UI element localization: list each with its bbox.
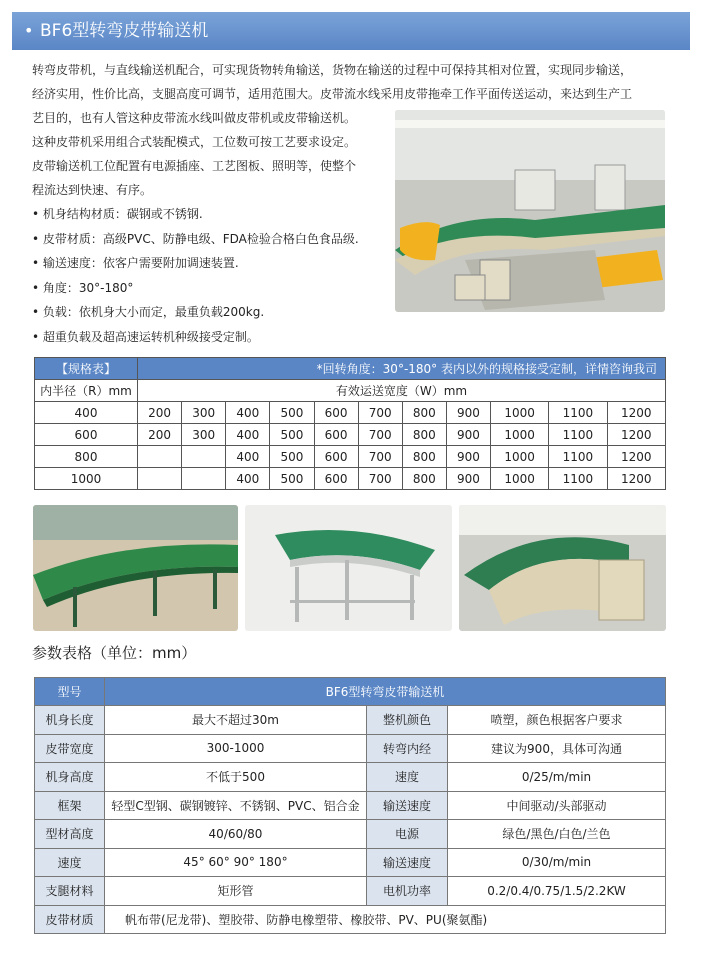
spec-cell: 800: [402, 446, 446, 468]
intro-line: 这种皮带机采用组合式装配模式，工位数可按工艺要求设定。: [32, 135, 357, 149]
spec-cell: 1100: [549, 402, 607, 424]
params-title: 参数表格（单位：mm）: [32, 644, 197, 662]
spec-cell: 1000: [491, 446, 549, 468]
spec-cell: 700: [358, 402, 402, 424]
spec-cell: 400: [226, 402, 270, 424]
param-value: 300-1000: [105, 734, 367, 763]
params-row: [35, 905, 666, 934]
param-key: 机身高度: [35, 763, 105, 792]
feature-item: • 输送速度：依客户需要附加调速装置.: [32, 251, 359, 276]
param-value: 轻型C型钢、碳钢镀锌、不锈钢、PVC、铝合金: [105, 791, 367, 820]
intro-line: 转弯皮带机，与直线输送机配合，可实现货物转角输送，货物在输送的过程中可保持其相对位置，实现同步输送，: [32, 63, 633, 77]
spec-table: [34, 357, 666, 490]
param-key: 支腿材料: [35, 877, 105, 906]
params-row: [35, 706, 666, 735]
spec-cell: 500: [270, 468, 314, 490]
spec-cell: 800: [402, 402, 446, 424]
param-value: 45° 60° 90° 180°: [105, 848, 367, 877]
params-row: [35, 877, 666, 906]
spec-cell: [138, 468, 182, 490]
spec-cell: 600: [314, 424, 358, 446]
spec-cell: 400: [226, 468, 270, 490]
param-value: 不低于500: [105, 763, 367, 792]
spec-radius: 800: [35, 446, 138, 468]
param-key: 输送速度: [367, 791, 448, 820]
section-header: [12, 12, 690, 50]
spec-cell: 200: [138, 424, 182, 446]
params-row: [35, 848, 666, 877]
param-key: 输送速度: [367, 848, 448, 877]
spec-cell: 300: [182, 424, 226, 446]
spec-cell: 1100: [549, 446, 607, 468]
param-value: 矩形管: [105, 877, 367, 906]
spec-cell: 1200: [607, 402, 666, 424]
width-header: 有效运送宽度（W）mm: [138, 380, 666, 402]
spec-row: [35, 446, 666, 468]
spec-cell: 900: [446, 424, 490, 446]
param-key: 皮带材质: [35, 905, 105, 934]
param-key: 电机功率: [367, 877, 448, 906]
spec-cell: 1200: [607, 446, 666, 468]
spec-cell: 700: [358, 424, 402, 446]
spec-cell: 800: [402, 424, 446, 446]
param-value: 0.2/0.4/0.75/1.5/2.2KW: [448, 877, 666, 906]
param-key: 速度: [367, 763, 448, 792]
curved-conveyor-photo-1: [33, 505, 238, 631]
header-bullet: •: [24, 21, 34, 40]
param-value: 0/25/m/min: [448, 763, 666, 792]
spec-cell: 600: [314, 468, 358, 490]
spec-radius: 400: [35, 402, 138, 424]
param-key: 机身长度: [35, 706, 105, 735]
curved-conveyor-photo-2: [245, 505, 452, 631]
spec-cell: 900: [446, 468, 490, 490]
spec-row: [35, 468, 666, 490]
param-key: 框架: [35, 791, 105, 820]
spec-cell: 600: [314, 402, 358, 424]
spec-radius: 600: [35, 424, 138, 446]
intro-line: 皮带输送机工位配置有电源插座、工艺图板、照明等，使整个: [32, 159, 357, 173]
param-key: 电源: [367, 820, 448, 849]
spec-cell: [182, 468, 226, 490]
spec-cell: 500: [270, 424, 314, 446]
param-value: 绿色/黑色/白色/兰色: [448, 820, 666, 849]
radius-header: 内半径（R）mm: [35, 380, 138, 402]
spec-cell: 700: [358, 446, 402, 468]
spec-radius: 1000: [35, 468, 138, 490]
feature-list: [32, 202, 359, 350]
feature-item: • 超重负载及超高速运转机种级接受定制。: [32, 325, 359, 350]
feature-item: • 机身结构材质：碳钢或不锈钢.: [32, 202, 359, 227]
spec-cell: [138, 446, 182, 468]
param-key: 速度: [35, 848, 105, 877]
param-key: 整机颜色: [367, 706, 448, 735]
spec-cell: 600: [314, 446, 358, 468]
header-title: BF6型转弯皮带输送机: [40, 21, 209, 41]
param-value: 帆布带(尼龙带)、塑胶带、防静电橡塑带、橡胶带、PV、PU(聚氨酯): [105, 905, 666, 934]
curved-conveyor-photo-3: [459, 505, 666, 631]
param-value: 建议为900，具体可沟通: [448, 734, 666, 763]
param-key: 转弯内经: [367, 734, 448, 763]
param-key: 型材高度: [35, 820, 105, 849]
param-value: 最大不超过30m: [105, 706, 367, 735]
model-value: BF6型转弯皮带输送机: [105, 678, 666, 706]
param-value: 喷塑，颜色根据客户要求: [448, 706, 666, 735]
spec-cell: 1000: [491, 402, 549, 424]
spec-cell: 900: [446, 446, 490, 468]
spec-cell: 400: [226, 446, 270, 468]
params-row: [35, 734, 666, 763]
spec-cell: 1000: [491, 468, 549, 490]
feature-item: • 皮带材质：高级PVC、防静电级、FDA检验合格白色食品级.: [32, 227, 359, 252]
factory-line-photo: [395, 110, 665, 312]
intro-line: 经济实用，性价比高，支腿高度可调节，适用范围大。皮带流水线采用皮带拖牵工作平面传送运动，来达到生产工: [32, 87, 633, 101]
spec-cell: 1100: [549, 424, 607, 446]
spec-cell: 1200: [607, 424, 666, 446]
spec-row: [35, 424, 666, 446]
spec-cell: 1200: [607, 468, 666, 490]
spec-cell: 300: [182, 402, 226, 424]
spec-cell: 500: [270, 446, 314, 468]
spec-note: *回转角度：30°-180° 表内以外的规格接受定制，详情咨询我司: [138, 358, 666, 380]
spec-cell: 800: [402, 468, 446, 490]
spec-cell: 400: [226, 424, 270, 446]
param-value: 0/30/m/min: [448, 848, 666, 877]
spec-cell: [182, 446, 226, 468]
spec-cell: 1000: [491, 424, 549, 446]
params-row: [35, 791, 666, 820]
spec-cell: 900: [446, 402, 490, 424]
feature-item: • 负载：依机身大小而定，最重负载200kg.: [32, 300, 359, 325]
model-label: 型号: [35, 678, 105, 706]
params-row: [35, 763, 666, 792]
spec-cell: 1100: [549, 468, 607, 490]
intro-line: 程流达到快速、有序。: [32, 183, 153, 197]
param-value: 中间驱动/头部驱动: [448, 791, 666, 820]
param-value: 40/60/80: [105, 820, 367, 849]
intro-line: 艺目的，也有人管这种皮带流水线叫做皮带机或皮带输送机。: [32, 111, 357, 125]
spec-cell: 500: [270, 402, 314, 424]
params-row: [35, 820, 666, 849]
params-table: [34, 677, 666, 934]
spec-cell: 200: [138, 402, 182, 424]
param-key: 皮带宽度: [35, 734, 105, 763]
spec-row: [35, 402, 666, 424]
feature-item: • 角度：30°-180°: [32, 276, 359, 301]
spec-caption: 【规格表】: [35, 358, 138, 380]
spec-cell: 700: [358, 468, 402, 490]
